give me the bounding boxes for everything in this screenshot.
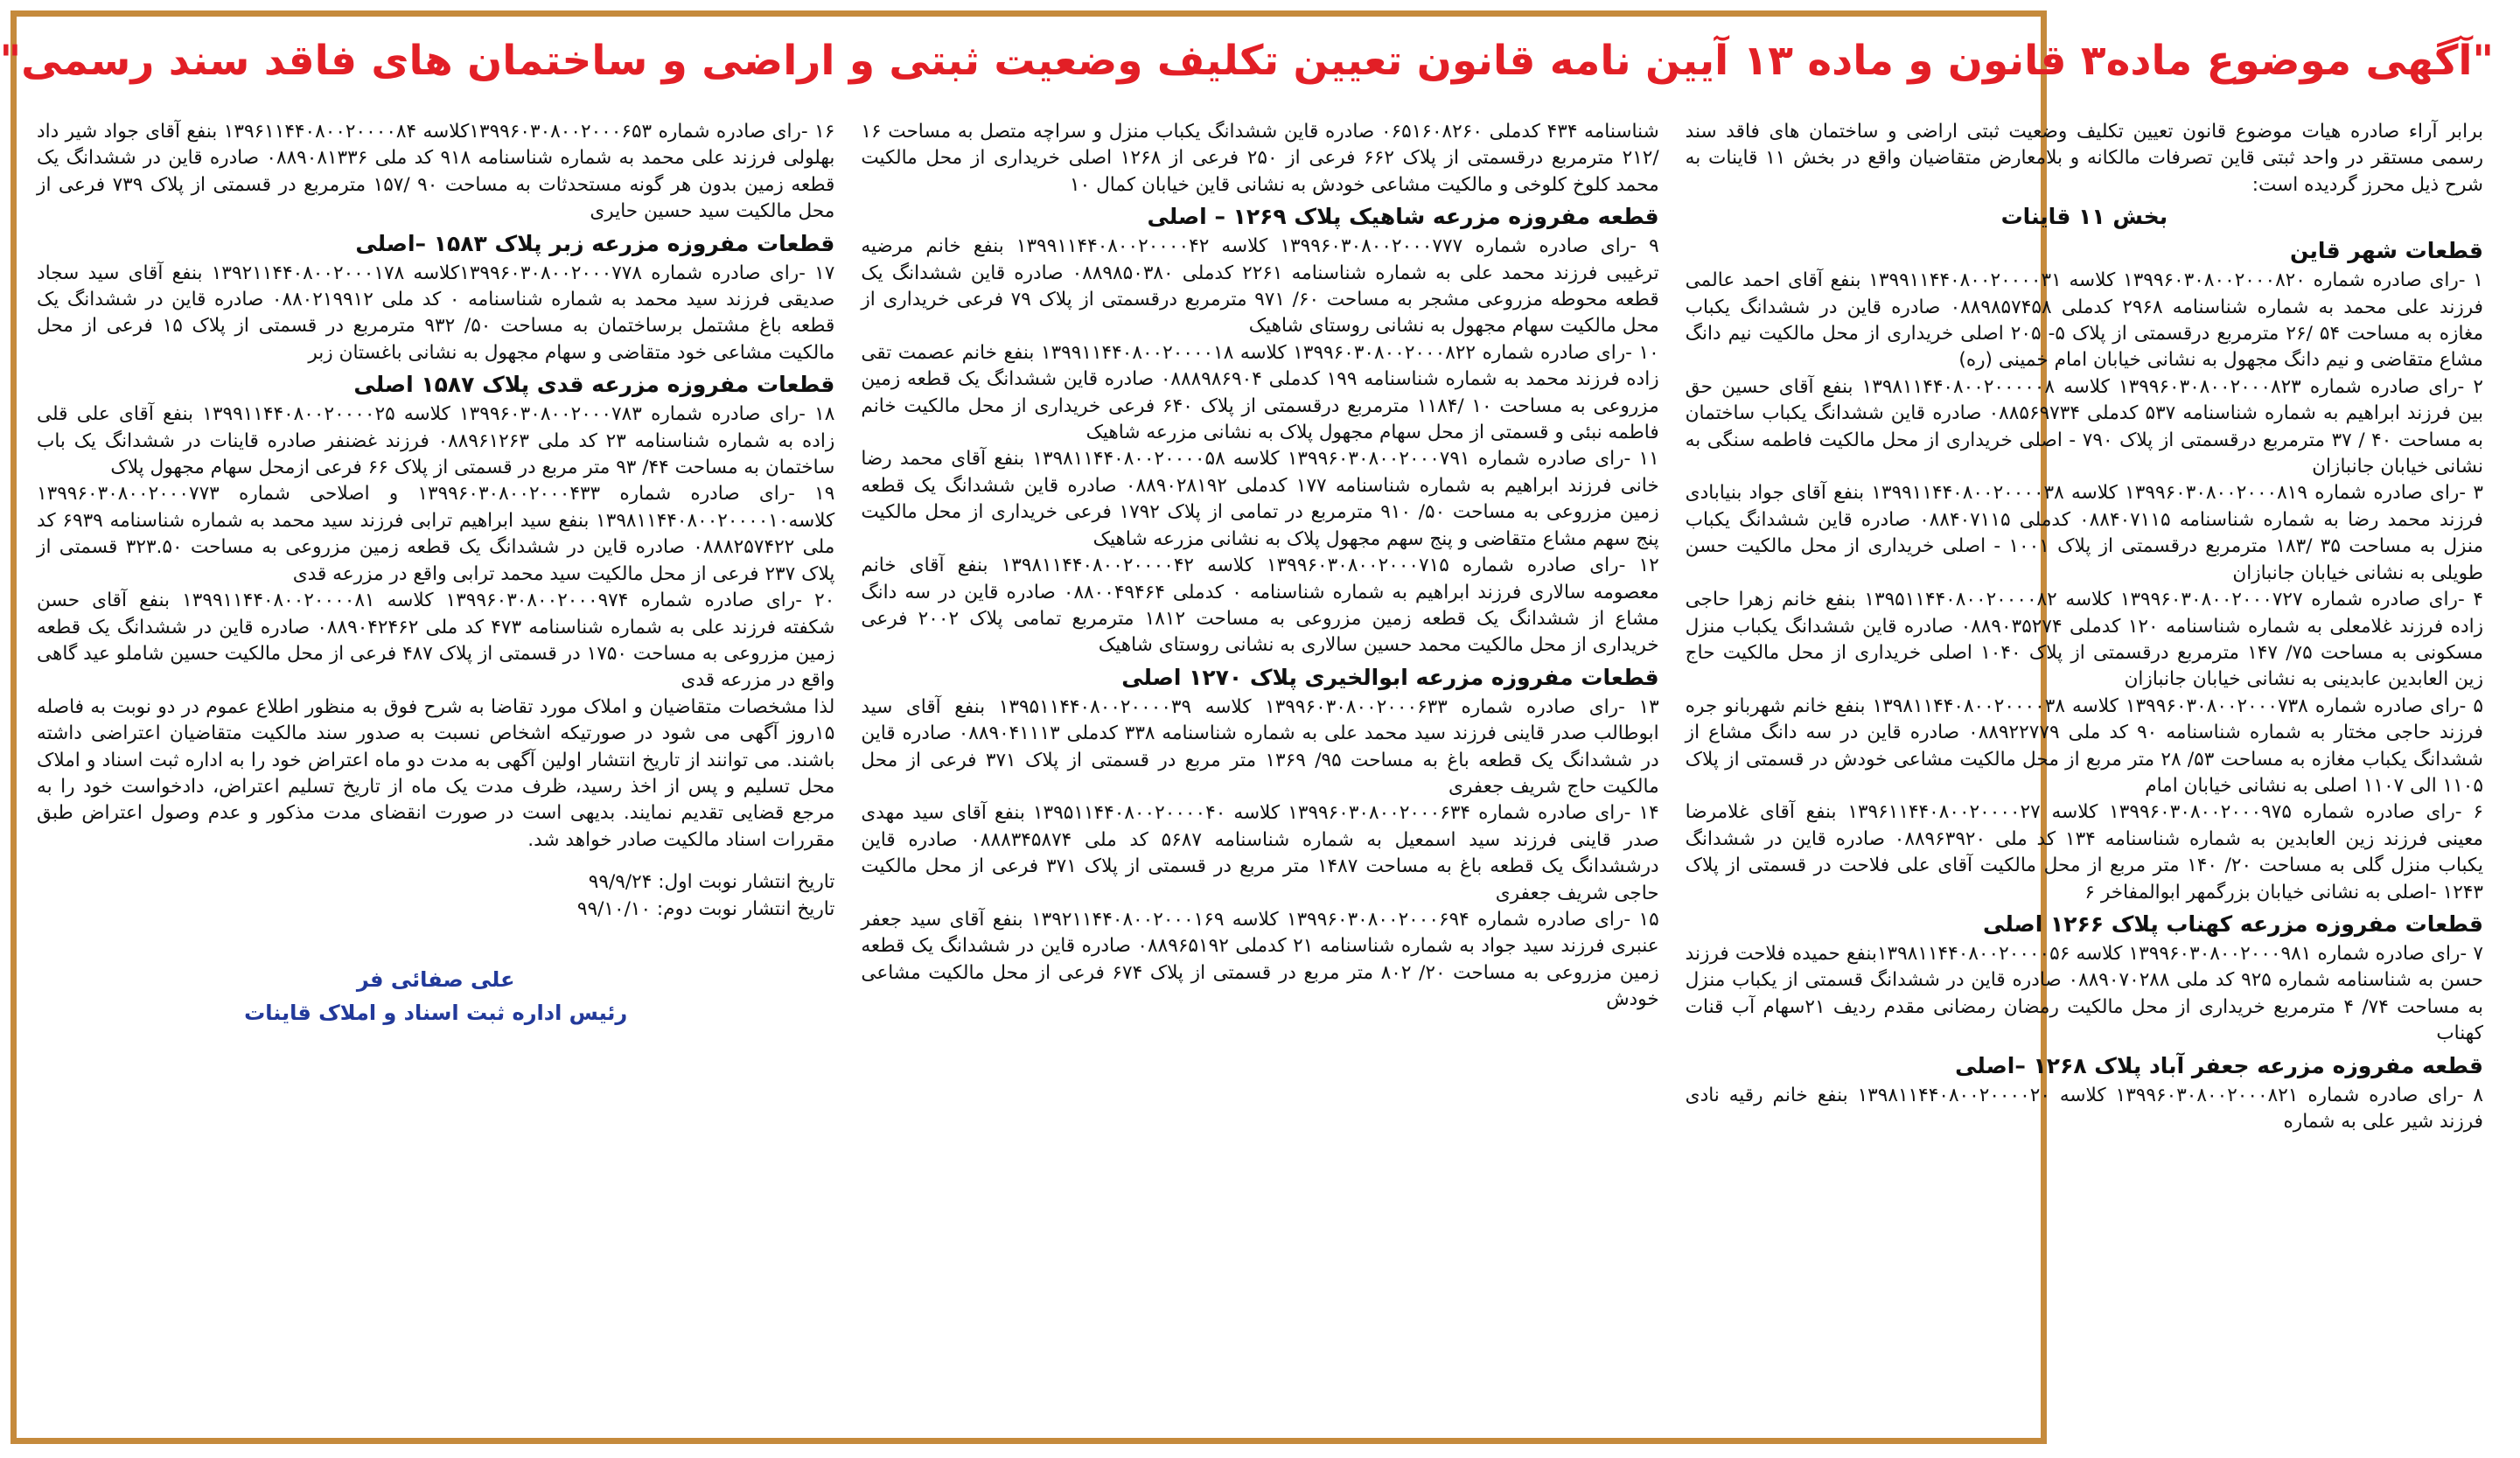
paragraph: ۱۲ -رای صادره شماره ۱۳۹۹۶۰۳۰۸۰۰۲۰۰۰۷۱۵ کلاسه ۱۳۹۸۱۱۴۴۰۸۰۰۲۰۰۰۰۴۲ بنفع آقای خانم معصومه سالاری فرزند ابراهیم به شماره شناسنامه ۰ کدملی ۰۸۸۰۰۴۹۴۶۴ صادره قاین در سه دانگ مشاع از ششدانگ یک قطعه زمین مزروعی به مساحت ۱۸۱۲ مترمربع تمامی پلاک ۲۰۰۲ فرعی خریداری از محل مالکیت محمد حسین سالاری به نشانی روستای شاهیک (861, 555, 1659, 657)
column-left-body (37, 119, 834, 854)
section-heading: قطعات شهر قاین (2289, 238, 2483, 264)
publication-dates (37, 869, 834, 923)
paragraph: ۶ -رای صادره شماره ۱۳۹۹۶۰۳۰۸۰۰۲۰۰۰۹۷۵ کلاسه ۱۳۹۶۱۱۴۴۰۸۰۰۲۰۰۰۰۲۷ بنفع آقای غلامرضا معینی فرزند زین العابدین به شماره شناسنامه ۱۳۴ کد ملی ۰۸۸۹۶۳۹۲۰ صادره قاین در ششدانگ یکباب منزل گلی به مساحت ۲۰/ ۱۴۰ متر مربع از محل مالکیت آقای علی فلاحت در قسمتی از پلاک ۱۲۴۳ -اصلی به نشانی خیابان بزرگمهر ابوالمفاخر ۶ (1685, 801, 2484, 903)
paragraph: ۱۴ -رای صادره شماره ۱۳۹۹۶۰۳۰۸۰۰۲۰۰۰۶۳۴ کلاسه ۱۳۹۵۱۱۴۴۰۸۰۰۲۰۰۰۰۴۰ بنفع آقای سید مهدی صدر قاینی فرزند سید اسمعیل به شماره شناسنامه ۵۶۸۷ کد ملی ۰۸۸۸۳۴۵۸۷۴ صادره قاین درششدانگ یک قطعه باغ به مساحت ۱۴۸۷ متر مربع در قسمتی از پلاک ۳۷۱ فرعی از محل مالکیت حاجی شریف جعفری (861, 802, 1659, 904)
column-left (37, 119, 834, 1430)
paragraph: برابر آراء صادره هیات موضوع قانون تعیین تکلیف وضعیت ثبتی اراضی و ساختمان های فاقد سند رسمی مستقر در واحد ثبتی قاین تصرفات مالکانه و بلامعارض متقاضیان واقع در بخش ۱۱ قاینات به شرح ذیل محرز گردیده است: (1685, 121, 2483, 196)
paragraph: ۱۹ -رای صادره شماره ۱۳۹۹۶۰۳۰۸۰۰۲۰۰۰۴۳۳ و اصلاحی شماره ۱۳۹۹۶۰۳۰۸۰۰۲۰۰۰۷۷۳ کلاسه۱۳۹۸۱۱۴۴۰۸۰۰۲۰۰۰۰۱۰ بنفع سید ابراهیم ترابی فرزند سید محمد به شماره شناسنامه ۶۹۳۹ کد ملی ۰۸۸۸۲۵۷۴۲۲ صادره قاین در ششدانگ یک قطعه زمین مزروعی به مساحت ۳۲۳.۵۰ قسمتی از پلاک ۲۳۷ فرعی از محل مالکیت سید محمد ترابی واقع در مزرعه قدی (37, 483, 835, 585)
paragraph: ۳ -رای صادره شماره ۱۳۹۹۶۰۳۰۸۰۰۲۰۰۰۸۱۹ کلاسه ۱۳۹۹۱۱۴۴۰۸۰۰۲۰۰۰۰۳۸ بنفع آقای جواد بنیابادی فرزند محمد رضا به شماره شناسنامه ۰۸۸۴۰۷۱۱۵ کدملی ۰۸۸۴۰۷۱۱۵ صادره قاین ششدانگ یکباب منزل به مساحت ۳۵ /۱۸۳ مترمربع درقسمتی از پلاک ۱۰۰۱ - اصلی خریداری از محل مالکیت حسن طویلی به نشانی خیابان جانبازان (1685, 482, 2484, 584)
paragraph: ۸ -رای صادره شماره ۱۳۹۹۶۰۳۰۸۰۰۲۰۰۰۸۲۱ کلاسه ۱۳۹۸۱۱۴۴۰۸۰۰۲۰۰۰۰۲۰ بنفع خانم رقیه نادی فرزند شیر علی به شماره (1685, 1084, 2483, 1133)
signature-block (37, 963, 834, 1029)
paragraph: ۹ -رای صادره شماره ۱۳۹۹۶۰۳۰۸۰۰۲۰۰۰۷۷۷ کلاسه ۱۳۹۹۱۱۴۴۰۸۰۰۲۰۰۰۰۴۲ بنفع خانم مرضیه ترغیبی فرزند محمد علی به شماره شناسنامه ۲۲۶۱ کدملی ۰۸۸۹۸۵۰۳۸۰ صادره قاین ششدانگ یک قطعه محوطه مزروعی مشجر به مساحت ۶۰/ ۹۷۱ مترمربع درقسمتی از پلاک ۷۹ فرعی خریداری از محل مالکیت سهام مجهول به نشانی روستای شاهیک (861, 235, 1659, 338)
section-heading: قطعه مفروزه مزرعه شاهیک پلاک ۱۲۶۹ – اصلی (1147, 204, 1659, 230)
paragraph: ۴ -رای صادره شماره ۱۳۹۹۶۰۳۰۸۰۰۲۰۰۰۷۲۷ کلاسه ۱۳۹۵۱۱۴۴۰۸۰۰۲۰۰۰۰۸۲ بنفع خانم زهرا حاجی زاده فرزند غلامعلی به شماره شناسنامه ۱۲۰ کدملی ۰۸۸۹۰۳۵۲۷۴ صادره قاین ششدانگ یکباب منزل مسکونی به مساحت ۷۵/ ۱۴۷ مترمربع درقسمتی از پلاک ۱۰۴۰ اصلی خریداری از محل مالکیت حاج زین العابدین عابدینی به نشانی خیابان جانبازان (1685, 589, 2483, 691)
paragraph: ۲ -رای صادره شماره ۱۳۹۹۶۰۳۰۸۰۰۲۰۰۰۸۲۳ کلاسه ۱۳۹۸۱۱۴۴۰۸۰۰۲۰۰۰۰۰۸ بنفع آقای حسین حق بین فرزند ابراهیم به شماره شناسنامه ۵۳۷ کدملی ۰۸۸۵۶۹۷۳۴ صادره قاین ششدانگ یکباب ساختمان به مساحت ۴۰ / ۳۷ مترمربع درقسمتی از پلاک ۷۹۰ - اصلی خریداری از محل مالکیت فاطمه سنگی به نشانی خیابان جانبازان (1685, 375, 2483, 478)
section-heading: قطعات مفروزه مزرعه کهناب پلاک ۱۲۶۶ اصلی (1983, 910, 2483, 937)
paragraph: ۷ -رای صادره شماره ۱۳۹۹۶۰۳۰۸۰۰۲۰۰۰۹۸۱ کلاسه ۱۳۹۸۱۱۴۴۰۸۰۰۲۰۰۰۰۵۶بنفع حمیده فلاحت فرزند حسن به شناسنامه شماره ۹۲۵ کد ملی ۰۸۸۹۰۷۰۲۸۸ صادره قاین در ششدانگ قسمتی از یکباب منزل به مساحت ۷۴/ ۴ مترمربع خریداری از محل مالکیت رمضان رمضانی مقدم ردیف ۲۱سهام آب قنات کهناب (1685, 942, 2484, 1045)
column-middle (861, 119, 1658, 1430)
paragraph: ۱۶ -رای صادره شماره ۱۳۹۹۶۰۳۰۸۰۰۲۰۰۰۶۵۳کلاسه ۱۳۹۶۱۱۴۴۰۸۰۰۲۰۰۰۰۸۴ بنفع آقای جواد شیر داد بهلولی فرزند علی محمد به شماره شناسنامه ۹۱۸ کد ملی ۰۸۸۹۰۸۱۳۳۶ صادره قاین در ششدانگ یک قطعه زمین بدون هر گونه مستحدثات به مساحت ۹۰ /۱۵۷ مترمربع در قسمتی از پلاک ۷۳۹ فرعی از محل مالکیت سید حسین حایری (37, 121, 835, 223)
paragraph: ۲۰ -رای صادره شماره ۱۳۹۹۶۰۳۰۸۰۰۲۰۰۰۹۷۴ کلاسه ۱۳۹۹۱۱۴۴۰۸۰۰۲۰۰۰۰۸۱ بنفع آقای حسن شکفته فرزند علی به شماره شناسنامه ۴۷۳ کد ملی ۰۸۸۹۰۴۲۴۶۲ صادره قاین در ششدانگ یک قطعه زمین مزروعی به مساحت ۱۷۵۰ در قسمتی از پلاک ۴۸۷ فرعی از محل مالکیت حسین شاملو عید گاهی واقع در مزرعه قدی (37, 589, 835, 692)
paragraph: ۱۵ -رای صادره شماره ۱۳۹۹۶۰۳۰۸۰۰۲۰۰۰۶۹۴ کلاسه ۱۳۹۲۱۱۴۴۰۸۰۰۲۰۰۰۱۶۹ بنفع آقای سید جعفر عنبری فرزند سید جواد به شماره شناسنامه ۲۱ کدملی ۰۸۸۹۶۵۱۹۲ صادره قاین در ششدانگ یک قطعه زمین مزروعی به مساحت ۲۰/ ۸۰۲ متر مربع در قسمتی از پلاک ۶۷۴ فرعی از محل مالکیت مشاعی خودش (861, 908, 1659, 1011)
second-publication-date: تاریخ انتشار نوبت دوم: ۹۹/۱۰/۱۰ (576, 897, 835, 920)
paragraph: ۱ -رای صادره شماره ۱۳۹۹۶۰۳۰۸۰۰۲۰۰۰۸۲۰ کلاسه ۱۳۹۹۱۱۴۴۰۸۰۰۲۰۰۰۰۳۱ بنفع آقای احمد عالمی فرزند علی محمد به شماره شناسنامه ۲۹۶۸ کدملی ۰۸۸۹۸۵۷۴۵۸ صادره قاین در ششدانگ یکباب مغازه به مساحت ۵۴ /۲۶ مترمربع درقسمتی از پلاک ۵- ۲۰۵ اصلی خریداری از محل مالکیت نیم دانگ مشاع متقاضی و نیم دانگ مجهول به نشانی خیابان امام خمینی (ره) (1685, 269, 2484, 372)
paragraph: ۱۱ -رای صادره شماره ۱۳۹۹۶۰۳۰۸۰۰۲۰۰۰۷۹۱ کلاسه ۱۳۹۸۱۱۴۴۰۸۰۰۲۰۰۰۰۵۸ بنفع آقای محمد رضا خانی فرزند ابراهیم به شماره شناسنامه ۱۷۷ کدملی ۰۸۸۹۰۲۸۱۹۲ صادره قاین ششدانگ یک قطعه زمین مزروعی به مساحت ۵۰/ ۹۱۰ مترمربع در تمامی از پلاک ۱۷۹۲ فرعی خریداری از محل مالکیت پنج سهم مشاع متقاضی و پنج سهم مجهول پلاک به نشانی مزرعه شاهیک (861, 448, 1659, 550)
paragraph: ۱۳ -رای صادره شماره ۱۳۹۹۶۰۳۰۸۰۰۲۰۰۰۶۳۳ کلاسه ۱۳۹۵۱۱۴۴۰۸۰۰۲۰۰۰۰۳۹ بنفع آقای سید ابوطالب صدر قاینی فرزند سید محمد علی به شماره شناسنامه ۳۳۸ کدملی ۰۸۸۹۰۴۱۱۱۳ صادره قاین در ششدانگ یک قطعه باغ به مساحت ۹۵/ ۱۳۶۹ متر مربع در قسمتی از پلاک ۳۷۱ فرعی از محل مالکیت حاج شریف جعفری (861, 695, 1659, 798)
district-heading: بخش ۱۱ قاینات (2000, 204, 2168, 230)
signature-name: علی صفائی فر (356, 966, 515, 992)
page-title: "آگهی موضوع ماده۳ قانون و ماده ۱۳ آیین نامه قانون تعیین تکلیف وضعیت ثبتی و اراضی و ساختمان های فاقد سند رسمی" (0, 37, 2494, 85)
paragraph: ۱۰ -رای صادره شماره ۱۳۹۹۶۰۳۰۸۰۰۲۰۰۰۸۲۲ کلاسه ۱۳۹۹۱۱۴۴۰۸۰۰۲۰۰۰۰۱۸ بنفع خانم عصمت تقی زاده فرزند محمد به شماره شناسنامه ۱۹۹ کدملی ۰۸۸۸۹۸۶۹۰۴ صادره قاین ششدانگ یک قطعه زمین مزروعی به مساحت ۱۰ /۱۱۸۴ مترمربع درقسمتی از پلاک ۶۴۰ فرعی خریداری از محل مالکیت خانم فاطمه نبئی و قسمتی از محل سهام مجهول پلاک به نشانی مزرعه شاهیک (861, 341, 1659, 444)
first-publication-date: تاریخ انتشار نوبت اول: ۹۹/۹/۲۴ (588, 871, 835, 894)
section-heading: قطعات مفروزه مزرعه ابوالخیری پلاک ۱۲۷۰ اصلی (1121, 664, 1659, 690)
column-right (1686, 119, 2483, 1430)
section-heading: قطعات مفروزه مزرعه قدی پلاک ۱۵۸۷ اصلی (353, 372, 835, 398)
signature-role: رئیس اداره ثبت اسناد و املاک قاینات (244, 1000, 628, 1025)
paragraph: ۱۸ -رای صادره شماره ۱۳۹۹۶۰۳۰۸۰۰۲۰۰۰۷۸۳ کلاسه ۱۳۹۹۱۱۴۴۰۸۰۰۲۰۰۰۰۲۵ بنفع آقای علی قلی زاده به شماره شناسنامه ۲۳ کد ملی ۰۸۸۹۶۱۲۶۳ فرزند غضنفر صادره قاینات در ششدانگ یک باب ساختمان به مساحت ۴۴/ ۹۳ متر مربع در قسمتی از پلاک ۶۶ فرعی ازمحل سهام مجهول پلاک (37, 403, 835, 479)
paragraph: ۵ -رای صادره شماره ۱۳۹۹۶۰۳۰۸۰۰۲۰۰۰۷۳۸ کلاسه ۱۳۹۸۱۱۴۴۰۸۰۰۲۰۰۰۰۳۸ بنفع خانم شهربانو جره فرزند حاجی مختار به شماره شناسنامه ۹۰ کد ملی ۰۸۸۹۲۲۷۷۹ صادره قاین در سه دانگ مشاع از ششدانگ یکباب مغازه به مساحت ۵۳/ ۲۸ متر مربع از محل مالکیت مشاعی خودش در قسمتی از پلاک ۱۱۰۵ الی ۱۱۰۷ اصلی به نشانی خیابان امام (1685, 694, 2484, 797)
section-heading: قطعات مفروزه مزرعه زبر پلاک ۱۵۸۳ –اصلی (355, 230, 835, 256)
paragraph: شناسنامه ۴۳۴ کدملی ۰۶۵۱۶۰۸۲۶۰ صادره قاین ششدانگ یکباب منزل و سراچه متصل به مساحت ۱۶ /۲۱۲ مترمربع درقسمتی از پلاک ۶۶۲ فرعی از ۲۵۰ فرعی از ۱۲۶۸ اصلی خریداری از محل مالکیت محمد کلوخ کلوخی و مالکیت مشاعی خودش به نشانی قاین خیابان کمال ۱۰ (861, 121, 1659, 196)
section-heading: قطعه مفروزه مزرعه جعفر آباد پلاک ۱۲۶۸ –اصلی (1955, 1052, 2483, 1078)
body-columns (37, 119, 2483, 1430)
paragraph: ۱۷ -رای صادره شماره ۱۳۹۹۶۰۳۰۸۰۰۲۰۰۰۷۷۸کلاسه ۱۳۹۲۱۱۴۴۰۸۰۰۲۰۰۰۱۷۸ بنفع آقای سید سجاد صدیقی فرزند سید محمد به شماره شناسنامه ۰ کد ملی ۰۸۸۰۲۱۹۹۱۲ صادره قاین در ششدانگ یک قطعه باغ مشتمل برساختمان به مساحت ۵۰/ ۹۳۲ مترمربع در قسمتی از پلاک ۱۵ فرعی از محل مالکیت مشاعی خود متقاضی و سهام مجهول به نشانی باغستان زبر (37, 262, 835, 364)
paragraph: لذا مشخصات متقاضیان و املاک مورد تقاضا به شرح فوق به منظور اطلاع عموم در دو نوبت به فاصله ۱۵روز آگهی می شود در صورتیکه اشخاص نسبت به صدور سند مالکیت متقاضیان اعتراضی داشته باشند. می توانند از تاریخ انتشار اولین آگهی به مدت دو ماه اعتراض خود را به اداره ثبت اسناد و املاک محل تسلیم و پس از اخذ رسید، ظرف مدت یک ماه از تاریخ تسلیم اعتراض، دادخواست خود را به مرجع قضایی تقدیم نمایند. بدیهی است در صورت انقضای مدت مذکور و عدم وصول اعتراض طبق مقررات اسناد مالکیت صادر خواهد شد. (37, 695, 835, 851)
